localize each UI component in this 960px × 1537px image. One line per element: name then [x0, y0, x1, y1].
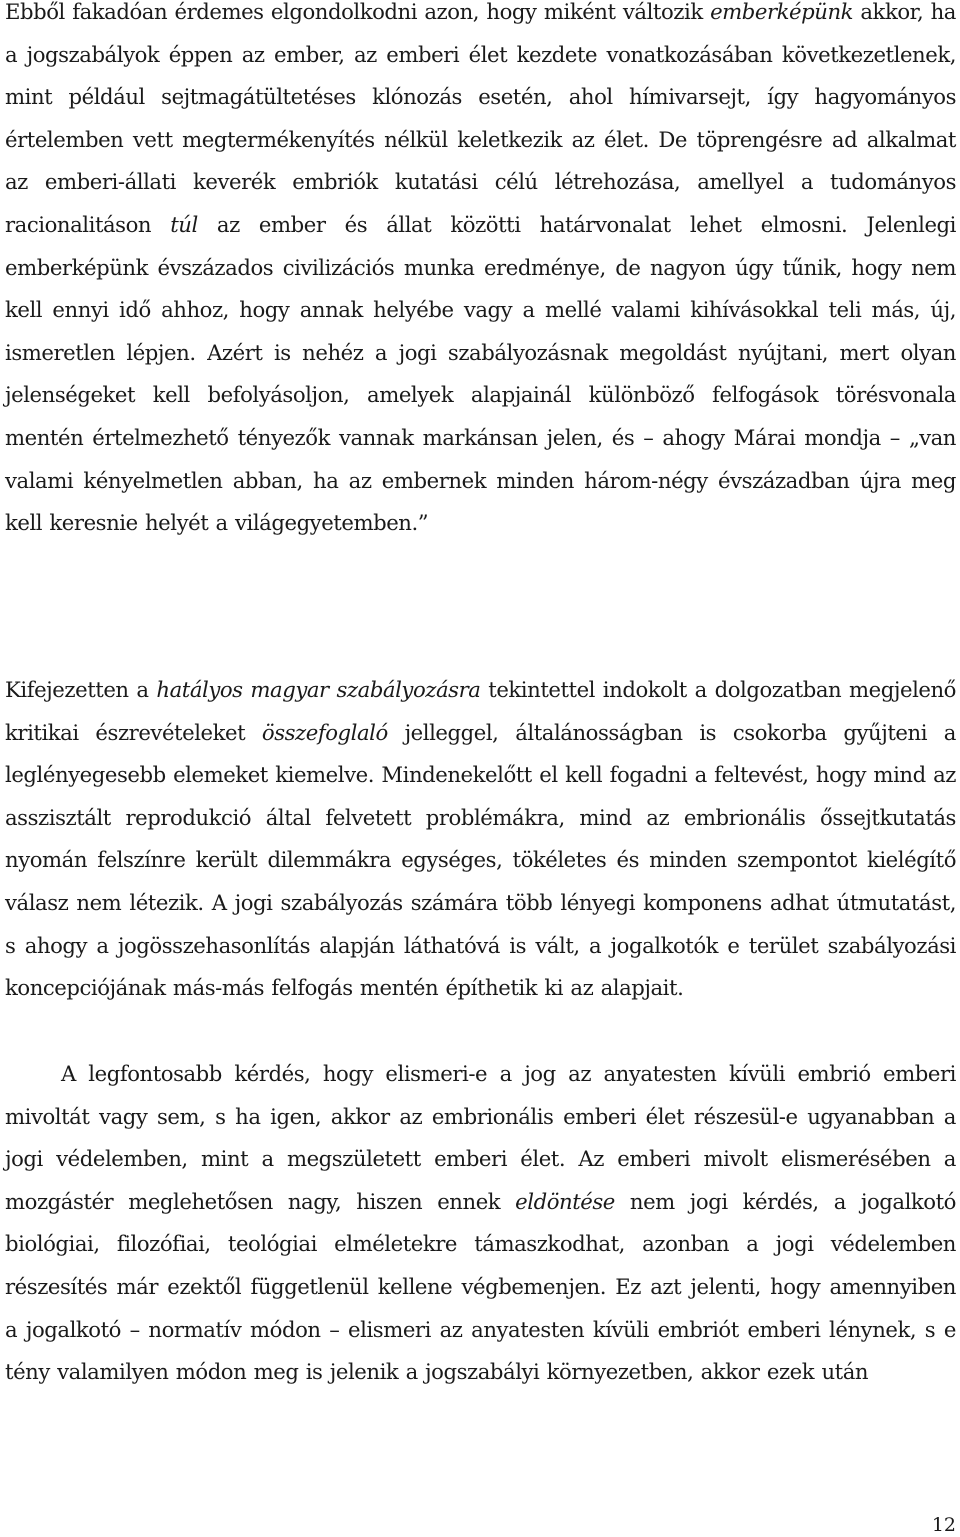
paragraph-2-text: Kifejezetten a	[5, 677, 157, 702]
paragraph-1-text: akkor, ha a jogszabályok éppen az ember, az emberi élet kezdete vonatkozásában következetlenek, mint például sejtmagátültetéses klónozás esetén, ahol hímivarsejt, így hagyományos értelemben vett megtermékenyítés nélkül keletkezik az élet. De töprengésre ad alkalmat az emberi-állati keverék embriók kutatási célú létrehozása, amellyel a tudományos racionalitáson	[5, 0, 956, 237]
paragraph-2	[5, 669, 956, 1010]
paragraph-1-italic-tul: túl	[170, 211, 198, 237]
paragraph-3-italic-eldontese: eldöntése	[515, 1188, 615, 1214]
paragraph-1-text: az ember és állat közötti határvonalat lehet elmosni. Jelenlegi emberképünk évszázados civilizációs munka eredménye, de nagyon úgy tűnik, hogy nem kell ennyi idő ahhoz, hogy annak helyébe vagy a mellé valami kihívásokkal teli más, új, ismeretlen lépjen. Azért is nehéz a jogi szabályozásnak megoldást nyújtani, mert olyan jelenségeket kell befolyásoljon, amelyek alapjainál különböző felfogások törésvonala mentén értelmezhető tényezők vannak markánsan jelen, és – ahogy Márai mondja – „van valami kényelmetlen abban, ha az embernek minden három-négy évszázadban újra meg kell keresnie helyét a világegyetemben.”	[5, 211, 956, 536]
paragraph-1	[5, 0, 956, 545]
paragraph-2-text: jelleggel, általánosságban is csokorba gyűjteni a leglényegesebb elemeket kiemelve. Mindenekelőtt el kell fogadni a feltevést, hogy mind az asszisztált reprodukció által felvetett problémákra, mind az embrionális őssejtkutatás nyomán felszínre került dilemmákra egységes, tökéletes és minden szempontot kielégítő válasz nem létezik. A jogi szabályozás számára több lényegi komponens adhat útmutatást, s ahogy a jogösszehasonlítás alapján láthatóvá is vált, a jogalkotók e terület szabályozási koncepciójának más-más felfogás mentén építhetik ki az alapjait.	[5, 719, 956, 1001]
page-number: 12	[931, 1514, 956, 1536]
paragraph-2-italic-osszefoglalo: összefoglaló	[261, 719, 388, 745]
paragraph-3-text: nem jogi kérdés, a jogalkotó biológiai, filozófiai, teológiai elméletekre támaszkodhat, azonban a jogi védelemben részesítés már ezektől függetlenül kellene végbemenjen. Ez azt jelenti, hogy amennyiben a jogalkotó – normatív módon – elismeri az anyatesten kívüli embriót emberi lénynek, s e tény valamilyen módon meg is jelenik a jogszabályi környezetben, akkor ezek után	[5, 1188, 956, 1385]
paragraph-2-text: tekintettel indokolt a dolgozatban megjelenő kritikai észrevételeket	[5, 677, 956, 745]
paragraph-2-italic-hatalyos: hatályos magyar szabályozásra	[156, 677, 481, 702]
paragraph-3-text: A legfontosabb kérdés, hogy elismeri-e a jog az anyatesten kívüli embrió emberi mivoltát vagy sem, s ha igen, akkor az embrionális emberi élet részesül-e ugyanabban a jogi védelemben, mint a megszületett emberi élet. Az emberi mivolt elismerésében a mozgástér meglehetősen nagy, hiszen ennek	[5, 1061, 956, 1214]
paragraph-1-text: Ebből fakadóan érdemes elgondolkodni azon, hogy miként változik	[5, 0, 711, 24]
paragraph-1-italic-emberkepunk: emberképünk	[710, 0, 854, 24]
paragraph-3	[5, 1053, 956, 1394]
